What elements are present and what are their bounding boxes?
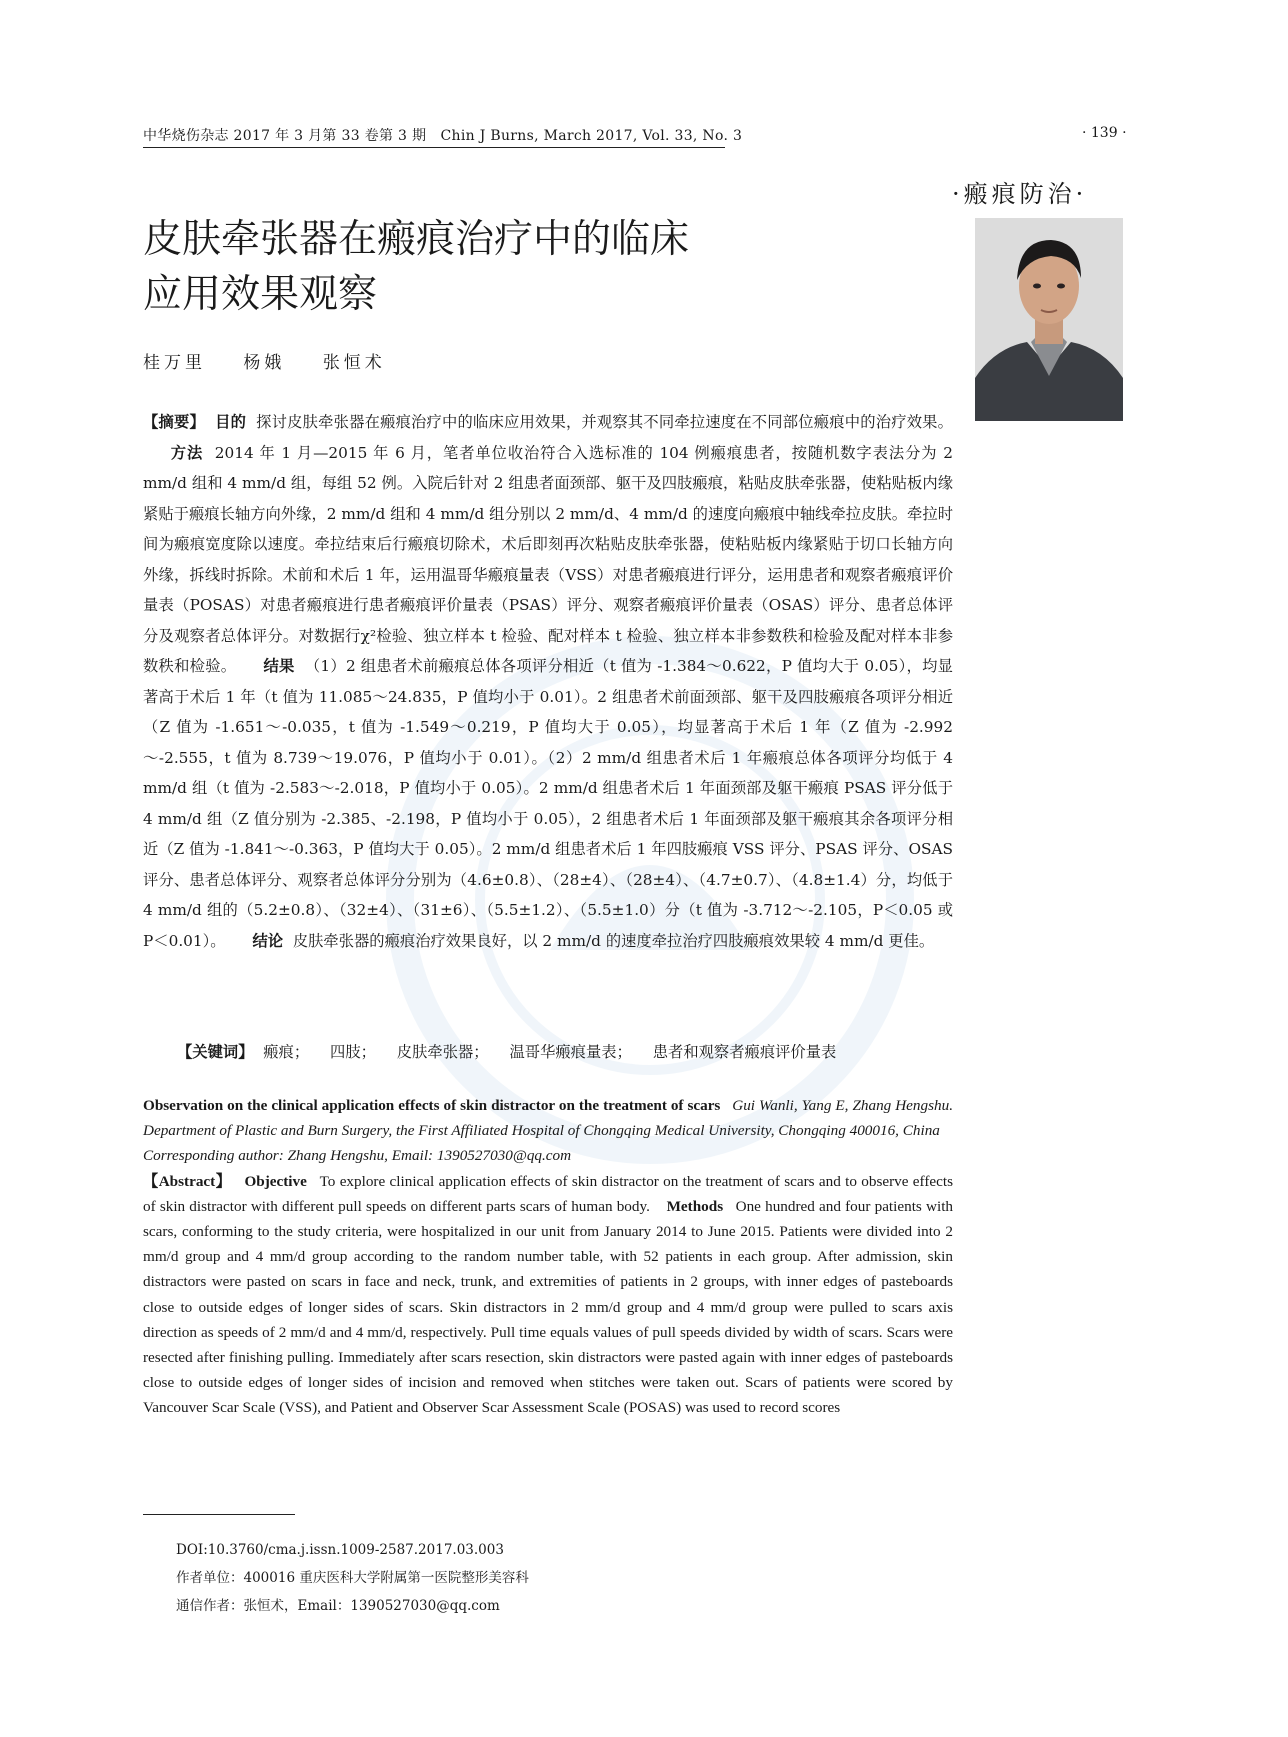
title-line-2: 应用效果观察 <box>143 272 378 317</box>
author-1: 桂万里 <box>143 353 206 373</box>
chinese-abstract <box>143 407 953 956</box>
chinese-keywords <box>177 1037 957 1067</box>
english-abstract-label: 【Abstract】 <box>143 1172 232 1190</box>
keyword: 皮肤牵张器； <box>396 1043 489 1061</box>
journal-en: Chin J Burns, March 2017, Vol. 33, No. 3 <box>440 128 743 144</box>
keyword: 四肢； <box>330 1043 376 1061</box>
footnotes <box>176 1536 529 1620</box>
section-label: ·瘢痕防治· <box>952 180 1088 208</box>
english-abstract <box>143 1093 953 1421</box>
english-methods-text: One hundred and four patients with scars, conforming to the study criteria, were hospitalized in our unit from January 2014 to June 2015. Patients were divided into 2 mm/d group and 4 mm/d group according to the random number table, with 52 patients in each group. After admission, skin distractors were pasted on scars in face and neck, trunk, and extremities of patients in 2 groups, with inner edges of pasteboards close to outside edges of longer sides of scars. Skin distractors in 2 mm/d group and 4 mm/d group were pulled to scars axis direction as speeds of 2 mm/d and 4 mm/d, respectively. Pull time equals values of pull speeds divided by width of scars. Scars were resected after finishing pulling. Immediately after scars resection, skin distractors were pasted again with inner edges of pasteboards close to outside edges of longer sides of incision and removed when stitches were taken out. Scars of patients were scored by Vancouver Scar Scale (VSS), and Patient and Observer Scar Assessment Scale (POSAS) was used to record scores <box>143 1197 954 1417</box>
english-title-and-authors <box>143 1093 953 1143</box>
abstract-label: 【摘要】 <box>143 413 205 431</box>
title-line-1: 皮肤牵张器在瘢痕治疗中的临床 <box>143 217 690 262</box>
doi: DOI:10.3760/cma.j.issn.1009-2587.2017.03.003 <box>176 1542 504 1558</box>
english-abstract-body <box>143 1169 953 1421</box>
author-list <box>143 348 414 373</box>
author-affiliation: 作者单位：400016 重庆医科大学附属第一医院整形美容科 <box>176 1570 529 1586</box>
methods-text: 2014 年 1 月—2015 年 6 月，笔者单位收治符合入选标准的 104 例瘢痕患者，按随机数字表法分为 2 mm/d 组和 4 mm/d 组，每组 52 例。入院后针对 2 组患者面颈部、躯干及四肢瘢痕，粘贴皮肤牵张器，使粘贴板内缘紧贴于瘢痕长轴方向外缘，2 mm/d 组和 4 mm/d 组分别以 2 mm/d、4 mm/d 的速度向瘢痕中轴线牵拉皮肤。牵拉时间为瘢痕宽度除以速度。牵拉结束后行瘢痕切除术，术后即刻再次粘贴皮肤牵张器，使粘贴板内缘紧贴于切口长轴方向外缘，拆线时拆除。术前和术后 1 年，运用温哥华瘢痕量表（VSS）对患者瘢痕进行评分，运用患者和观察者瘢痕评价量表（POSAS）对患者瘢痕进行患者瘢痕评价量表（PSAS）评分、观察者瘢痕评价量表（OSAS）评分、患者总体评分及观察者总体评分。对数据行χ²检验、独立样本 t 检验、配对样本 t 检验、独立样本非参数秩和检验及配对样本非参数秩和检验。 <box>143 443 953 675</box>
purpose-text: 探讨皮肤牵张器在瘢痕治疗中的临床应用效果，并观察其不同牵拉速度在不同部位瘢痕中的治疗效果。 <box>256 413 953 431</box>
methods-label: 方法 <box>170 443 204 462</box>
keyword: 瘢痕； <box>263 1043 310 1061</box>
journal-cn: 中华烧伤杂志 2017 年 3 月第 33 卷第 3 期 <box>143 128 427 144</box>
results-text: （1）2 组患者术前瘢痕总体各项评分相近（t 值为 -1.384～0.622，P 值均大于 0.05），均显著高于术后 1 年（t 值为 11.085～24.835，P 值均小于 0.01）。2 组患者术前面颈部、躯干及四肢瘢痕各项评分相近（Z 值为 -1.651～-0.035，t 值为 -1.549～0.219，P 值均大于 0.05），均显著高于术后 1 年（Z 值为 -2.992～-2.555，t 值为 8.739～19.076，P 值均小于 0.01）。（2）2 mm/d 组患者术后 1 年瘢痕总体各项评分均低于 4 mm/d 组（t 值为 -2.583～-2.018，P 值均小于 0.05）。2 mm/d 组患者术后 1 年面颈部及躯干瘢痕 PSAS 评分低于 4 mm/d 组（Z 值分别为 -2.385、-2.198，P 值均小于 0.05），2 组患者术后 1 年面颈部及躯干瘢痕其余各项评分相近（Z 值为 -1.841～-0.363，P 值均大于 0.05）。2 mm/d 组患者术后 1 年四肢瘢痕 VSS 评分、PSAS 评分、OSAS 评分、患者总体评分、观察者总体评分分别为（4.6±0.8）、（28±4）、（28±4）、（4.7±0.7）、（4.8±1.4）分，均低于 4 mm/d 组的（5.2±0.8）、（32±4）、（31±6）、（5.5±1.2）、（5.5±1.0）分（t 值为 -3.712～-2.105，P＜0.05 或 P＜0.01）。 <box>143 657 953 950</box>
conclusion-label: 结论 <box>252 931 284 950</box>
keyword: 温哥华瘢痕量表； <box>509 1043 632 1061</box>
corresponding-author: Corresponding author: Zhang Hengshu, Email: 1390527030@qq.com <box>143 1147 572 1165</box>
english-authors-affiliation: Gui Wanli, Yang E, Zhang Hengshu. Department of Plastic and Burn Surgery, the First Affiliated Hospital of Chongqing Medical University, Chongqing 400016, China <box>143 1097 954 1140</box>
article-title <box>143 212 903 322</box>
results-label: 结果 <box>263 657 295 675</box>
author-portrait-icon <box>975 218 1123 421</box>
english-methods-label: Methods <box>666 1197 724 1215</box>
author-3: 张恒术 <box>322 353 386 373</box>
correspondence: 通信作者：张恒术，Email：1390527030@qq.com <box>176 1598 500 1614</box>
header-rule <box>143 147 725 148</box>
page-number: · 139 · <box>1082 125 1127 141</box>
running-header <box>143 125 742 145</box>
english-title: Observation on the clinical application effects of skin distractor on the treatment of scars <box>143 1097 721 1114</box>
author-2: 杨娥 <box>243 353 286 373</box>
footnote-rule <box>143 1514 295 1515</box>
author-photo <box>975 218 1123 421</box>
keywords-label: 【关键词】 <box>177 1043 254 1061</box>
objective-text: To explore clinical application effects of skin distractor on the treatment of scars and to observe effects of skin distractor with different pull speeds on different parts scars of human body. <box>143 1172 954 1215</box>
purpose-label: 目的 <box>215 413 247 431</box>
objective-label: Objective <box>244 1172 307 1190</box>
keyword: 患者和观察者瘢痕评价量表 <box>652 1043 837 1061</box>
conclusion-text: 皮肤牵张器的瘢痕治疗效果良好，以 2 mm/d 的速度牵拉治疗四肢瘢痕效果较 4 mm/d 更佳。 <box>292 931 935 950</box>
